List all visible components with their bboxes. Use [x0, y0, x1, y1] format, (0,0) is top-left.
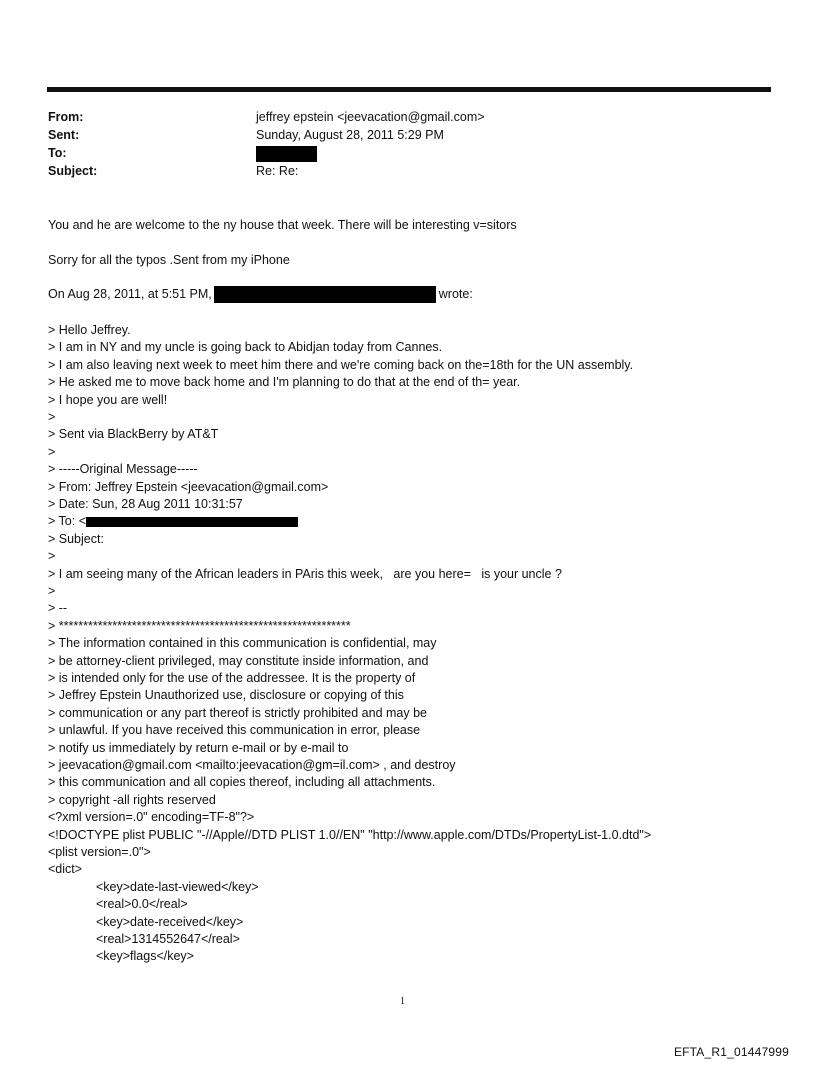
quoted-line — [48, 513, 298, 530]
quoted-line: > Date: Sun, 28 Aug 2011 10:31:57 — [48, 497, 243, 511]
from-value: jeffrey epstein <jeevacation@gmail.com> — [256, 110, 485, 124]
quoted-line: <!DOCTYPE plist PUBLIC "-//Apple//DTD PLIST 1.0//EN" "http://www.apple.com/DTDs/PropertyList-1.0.dtd"> — [48, 827, 652, 842]
quoted-line: > — [48, 410, 56, 424]
quoted-line: > Jeffrey Epstein Unauthorized use, disclosure or copying of this — [48, 688, 404, 703]
quoted-line: > this communication and all copies thereof, including all attachments. — [48, 775, 436, 790]
body-line: You and he are welcome to the ny house that week. There will be interesting v=sitors — [48, 218, 517, 232]
indented-line: <key>date-received</key> — [96, 914, 244, 929]
quoted-line: > jeevacation@gmail.com <mailto:jeevacation@gm=il.com> , and destroy — [48, 758, 456, 772]
to-label: To: — [48, 146, 67, 160]
quoted-line: > ************************************************************ — [48, 618, 351, 633]
body-line: Sorry for all the typos .Sent from my iPhone — [48, 253, 290, 267]
quoted-line: > He asked me to move back home and I'm planning to do that at the end of th= year. — [48, 375, 521, 390]
quoted-line: > — [48, 584, 56, 598]
document-id: EFTA_R1_01447999 — [673, 1045, 789, 1059]
from-label: From: — [48, 110, 84, 124]
quoted-line: > The information contained in this communication is confidential, may — [48, 636, 437, 651]
quoted-line: > is intended only for the use of the addressee. It is the property of — [48, 671, 416, 685]
quoted-line: > I hope you are well! — [48, 392, 168, 407]
redaction-bar — [86, 517, 298, 527]
quoted-line: > — [48, 549, 56, 564]
indented-line: <real>0.0</real> — [96, 897, 188, 912]
page-number: 1 — [400, 996, 405, 1007]
subject-value: Re: Re: — [256, 164, 299, 178]
indented-line: <real>1314552647</real> — [96, 932, 240, 946]
wrote-line — [48, 286, 473, 303]
wrote-suffix: wrote: — [438, 287, 473, 301]
redaction-bar — [214, 286, 436, 303]
quoted-line: > Subject: — [48, 531, 104, 546]
quoted-line: <plist version=.0"> — [48, 845, 151, 859]
quoted-line: > -----Original Message----- — [48, 462, 198, 477]
sent-label: Sent: — [48, 128, 80, 142]
quoted-line: <?xml version=.0" encoding=TF-8"?> — [48, 810, 255, 825]
quoted-line-text: > To: < — [48, 514, 86, 529]
redaction-bar — [256, 146, 317, 162]
quoted-line: > I am also leaving next week to meet him there and we're coming back on the=18th for the UN assembly. — [48, 357, 634, 372]
quoted-line: > From: Jeffrey Epstein <jeevacation@gmail.com> — [48, 479, 329, 494]
indented-line: <key>date-last-viewed</key> — [96, 879, 259, 894]
quoted-line: <dict> — [48, 862, 83, 877]
quoted-line: > Hello Jeffrey. — [48, 323, 131, 337]
to-value — [256, 144, 317, 162]
quoted-line: > — [48, 444, 56, 459]
quoted-line: > -- — [48, 601, 68, 616]
quoted-line: > Sent via BlackBerry by AT&T — [48, 427, 219, 442]
quoted-line: > copyright -all rights reserved — [48, 792, 216, 807]
subject-label: Subject: — [48, 164, 98, 178]
quoted-line: > I am seeing many of the African leaders in PAris this week, are you here= is your uncle ? — [48, 566, 562, 581]
sent-value: Sunday, August 28, 2011 5:29 PM — [256, 128, 444, 142]
quoted-line: > unlawful. If you have received this communication in error, please — [48, 723, 421, 738]
quoted-line: > I am in NY and my uncle is going back to Abidjan today from Cannes. — [48, 340, 443, 355]
quoted-line: > notify us immediately by return e-mail or by e-mail to — [48, 740, 349, 755]
wrote-prefix: On Aug 28, 2011, at 5:51 PM, — [48, 287, 212, 301]
header-rule — [47, 87, 771, 92]
indented-line: <key>flags</key> — [96, 949, 194, 964]
quoted-line: > communication or any part thereof is strictly prohibited and may be — [48, 705, 428, 720]
quoted-line: > be attorney-client privileged, may constitute inside information, and — [48, 653, 429, 668]
